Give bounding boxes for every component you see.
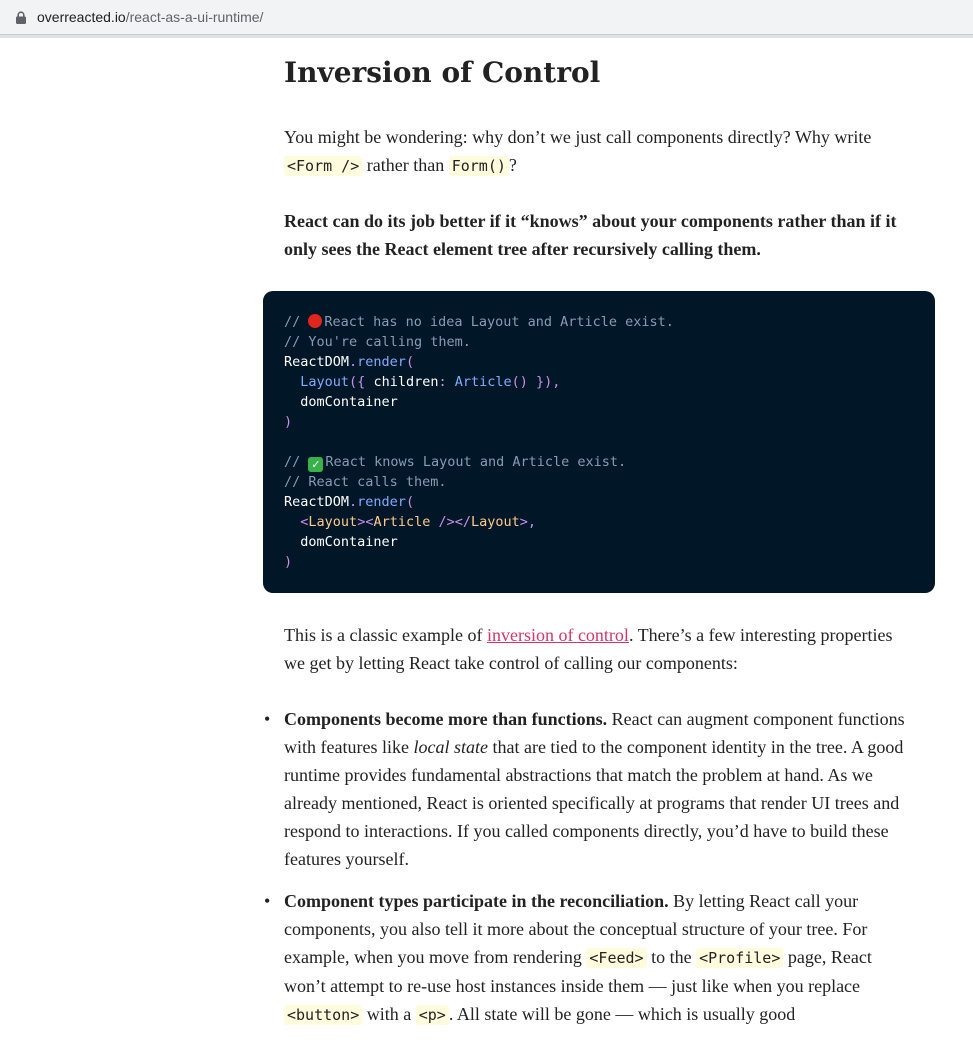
code-block: [263, 291, 935, 593]
code-token: ReactDOM: [284, 354, 350, 370]
code-token: render: [357, 494, 406, 510]
code-indent: [284, 514, 300, 530]
section-heading: Inversion of Control: [284, 56, 601, 89]
browser-toolbar: [0, 0, 973, 38]
benefits-list: [284, 705, 914, 1043]
text: that are tied to the component identity in the tree. A good runtime provides fundamental abstractions that match the problem at hand. As we already mentioned, React is oriented specifically at programs that render UI trees and respond to interactions. If you called components directly, you’d have to build these features yourself.: [284, 737, 904, 869]
code-token: Layout: [308, 514, 358, 530]
url-path: /react-as-a-ui-runtime/: [125, 9, 264, 25]
code-token: () }),: [511, 374, 561, 390]
code-token: >,: [519, 514, 537, 530]
code-comment: // You're calling them.: [284, 334, 471, 350]
text: to the: [646, 947, 697, 967]
code-comment: //: [284, 454, 309, 470]
inline-code: <Form />: [284, 156, 362, 176]
list-item: [284, 705, 914, 873]
text: page, React won’t attempt to re-use host instances inside them — just like when you replace: [284, 947, 872, 996]
code-token: /></: [430, 514, 471, 530]
paragraph-bold: [284, 207, 914, 263]
url-domain: overreacted.io: [37, 9, 126, 25]
text: rather than: [362, 155, 449, 175]
code-token: Article: [454, 374, 512, 390]
text: with a: [362, 1004, 416, 1024]
text: By letting React call your components, you also tell it more about the conceptual structure of your tree. For example, when you move from rendering: [284, 891, 868, 967]
inversion-of-control-link[interactable]: inversion of control: [486, 625, 629, 645]
code-token: (: [405, 354, 415, 370]
code-indent: [284, 374, 300, 390]
code-token: ({: [349, 374, 374, 390]
code-comment: //: [284, 314, 309, 330]
code-token: :: [438, 374, 455, 390]
text: . There’s a few interesting properties we get by letting React take control of calling our components:: [284, 625, 893, 673]
text: This is a classic example of: [284, 625, 487, 645]
bold-statement: React can do its job better if it “knows” about your components rather than if it only sees the React element tree after recursively calling them.: [284, 211, 897, 259]
code-token: children: [373, 374, 439, 390]
text: You might be wondering: why don’t we just call components directly? Why write: [284, 127, 872, 147]
code-token: domContainer: [284, 394, 398, 410]
list-item: [284, 887, 914, 1029]
check-mark-icon: ✓: [308, 457, 323, 472]
code-token: (: [405, 494, 415, 510]
code-token: <: [300, 514, 309, 530]
text: ?: [508, 155, 517, 175]
inline-code: <p>: [416, 1005, 449, 1025]
code-content: [284, 312, 674, 572]
paragraph-inversion: [284, 621, 914, 677]
inline-code: <Feed>: [586, 948, 646, 968]
paragraph-intro: [284, 123, 914, 180]
url-text[interactable]: [37, 9, 263, 25]
code-token: .: [349, 354, 358, 370]
code-token: domContainer: [284, 534, 398, 550]
emphasis: local state: [413, 737, 488, 757]
code-token: ): [284, 554, 293, 570]
code-token: .: [349, 494, 358, 510]
code-token: Article: [373, 514, 431, 530]
code-token: ): [284, 414, 293, 430]
text: React can augment component functions with features like: [284, 709, 905, 757]
list-item-title: Component types participate in the reconciliation.: [284, 891, 669, 911]
address-bar[interactable]: [0, 0, 973, 35]
code-token: ><: [357, 514, 374, 530]
code-comment: React knows Layout and Article exist.: [325, 454, 627, 470]
code-token: render: [357, 354, 406, 370]
text: . All state will be gone — which is usually good: [448, 1004, 796, 1024]
code-token: ReactDOM: [284, 494, 350, 510]
inline-code: Form(): [449, 156, 509, 176]
code-comment: // React calls them.: [284, 474, 447, 490]
red-circle-icon: [308, 314, 322, 328]
inline-code: <Profile>: [696, 948, 783, 968]
code-comment: React has no idea Layout and Article exist.: [324, 314, 674, 330]
code-token: Layout: [471, 514, 520, 530]
inline-code: <button>: [284, 1005, 362, 1025]
list-item-title: Components become more than functions.: [284, 709, 608, 729]
lock-icon: [15, 11, 27, 24]
code-token: Layout: [300, 374, 350, 390]
